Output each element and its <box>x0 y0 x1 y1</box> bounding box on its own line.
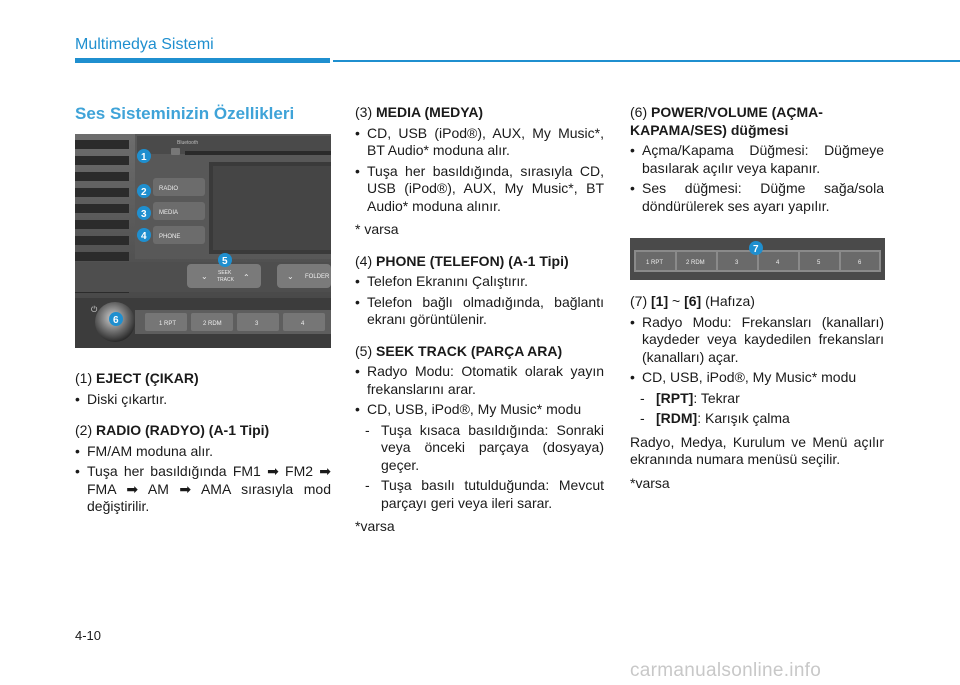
sub-item: - [RDM]: Karışık çalma <box>640 410 790 426</box>
heading-power-volume: (6) POWER/VOLUME (AÇMA-KAPAMA/SES) düğmesi <box>630 104 823 138</box>
callout-1 <box>137 149 151 163</box>
heading-seek-track: (5) SEEK TRACK (PARÇA ARA) <box>355 342 563 359</box>
callout-4 <box>137 228 151 242</box>
list-item: • FM/AM moduna alır. <box>75 443 331 461</box>
head-unit-figure <box>75 134 331 348</box>
sub-item: - Tuşa basılı tutulduğunda: Mevcut parçayı geri veya ileri sarar. <box>365 477 604 511</box>
fig2-preset-3: 3 <box>735 260 739 266</box>
sub-item: - [RPT]: Tekrar <box>640 389 740 406</box>
svg-text:⌄: ⌄ <box>201 272 208 281</box>
heading-media: (3) MEDIA (MEDYA) <box>355 104 484 120</box>
radio-button-label: RADIO <box>159 186 179 192</box>
list-item: • Telefon Ekranını Çalıştırır. <box>355 273 604 291</box>
svg-text:⌄: ⌄ <box>287 272 294 281</box>
svg-text:5: 5 <box>222 256 228 267</box>
column-left <box>75 370 331 516</box>
list-item: • CD, USB, iPod®, My Music* modu <box>355 401 604 419</box>
heading-eject: (1) EJECT (ÇIKAR) <box>75 370 199 386</box>
svg-text:2: 2 <box>141 187 147 198</box>
section-header: Multimedya Sistemi <box>75 36 214 53</box>
fig1-preset-1: 1 RPT <box>159 321 177 327</box>
callout-3 <box>137 206 151 220</box>
svg-text:6: 6 <box>113 315 119 326</box>
list-item: • Ses düğmesi: Düğme sağa/sola döndürülerek ses ayarı yapılır. <box>630 180 884 215</box>
note: *varsa <box>630 474 670 491</box>
list-item: • CD, USB (iPod®), AUX, My Music*, BT Audio* moduna alır. <box>355 125 604 160</box>
list-item: • Tuşa her basıldığında, sırasıyla CD, USB (iPod®), AUX, My Music*, BT Audio* moduna alınır. <box>355 163 604 216</box>
fig1-preset-3: 3 <box>255 321 259 327</box>
list-item: • Tuşa her basıldığında FM1 ➡ FM2 ➡ FMA ➡ AM ➡ AMA sırasıyla mod değiştirilir. <box>75 463 331 516</box>
callout-7 <box>749 241 763 255</box>
list-item: • CD, USB, iPod®, My Music* modu <box>630 369 884 387</box>
column-right <box>630 104 884 215</box>
power-icon: ⏻ <box>91 305 98 314</box>
fig2-preset-6: 6 <box>858 260 862 266</box>
callout-6 <box>109 312 123 326</box>
sub-item: - Tuşa kısaca basıldığında: Sonraki veya önceki parçaya (dosyaya) geçer. <box>365 421 604 473</box>
heading-presets: (7) [1] ~ [6] (Hafıza) <box>630 293 755 309</box>
list-item: • Radyo Modu: Frekansları (kanalları) kaydeder veya kaydedilen frekansları (kanalları) açar. <box>630 314 884 367</box>
heading-phone: (4) PHONE (TELEFON) (A-1 Tipi) <box>355 252 569 269</box>
track-label: TRACK <box>217 277 234 283</box>
svg-text:7: 7 <box>753 244 759 255</box>
page-number: 4-10 <box>75 628 102 643</box>
column-right-lower <box>630 293 884 492</box>
folder-label: FOLDER <box>305 274 330 280</box>
note: *varsa <box>355 518 395 534</box>
seek-label: SEEK <box>218 270 232 276</box>
svg-text:⌃: ⌃ <box>243 273 250 282</box>
list-item: • Açma/Kapama Düğmesi: Düğmeye basılarak açılır veya kapanır. <box>630 142 884 177</box>
bluetooth-label: Bluetooth <box>177 140 199 146</box>
column-middle <box>355 104 604 536</box>
paragraph: Radyo, Medya, Kurulum ve Menü açılır ekranında numara menüsü seçilir. <box>630 433 884 467</box>
fig2-preset-1: 1 RPT <box>646 260 664 266</box>
list-item: • Diski çıkartır. <box>75 391 331 409</box>
fig1-preset-2: 2 RDM <box>203 321 222 327</box>
svg-text:1: 1 <box>141 152 147 163</box>
phone-button-label: PHONE <box>159 234 181 240</box>
preset-strip-figure <box>630 238 885 280</box>
svg-text:4: 4 <box>141 231 147 242</box>
list-item: • Radyo Modu: Otomatik olarak yayın frekanslarını arar. <box>355 363 604 398</box>
watermark: carmanualsonline.info <box>630 660 822 681</box>
fig2-preset-4: 4 <box>776 260 780 266</box>
page-title: Ses Sisteminizin Özellikleri <box>75 104 295 123</box>
list-item: • Telefon bağlı olmadığında, bağlantı ekranı görüntülenir. <box>355 294 604 329</box>
header-rule-thin <box>333 60 960 62</box>
callout-5 <box>218 253 232 267</box>
fig2-preset-2: 2 RDM <box>686 260 705 266</box>
note: * varsa <box>355 221 399 237</box>
fig2-preset-5: 5 <box>817 260 821 266</box>
callout-2 <box>137 184 151 198</box>
media-button-label: MEDIA <box>159 210 179 216</box>
header-rule-thick <box>75 58 330 63</box>
heading-radio: (2) RADIO (RADYO) (A-1 Tipi) <box>75 422 270 438</box>
fig1-preset-4: 4 <box>301 321 305 327</box>
svg-text:3: 3 <box>141 209 147 220</box>
